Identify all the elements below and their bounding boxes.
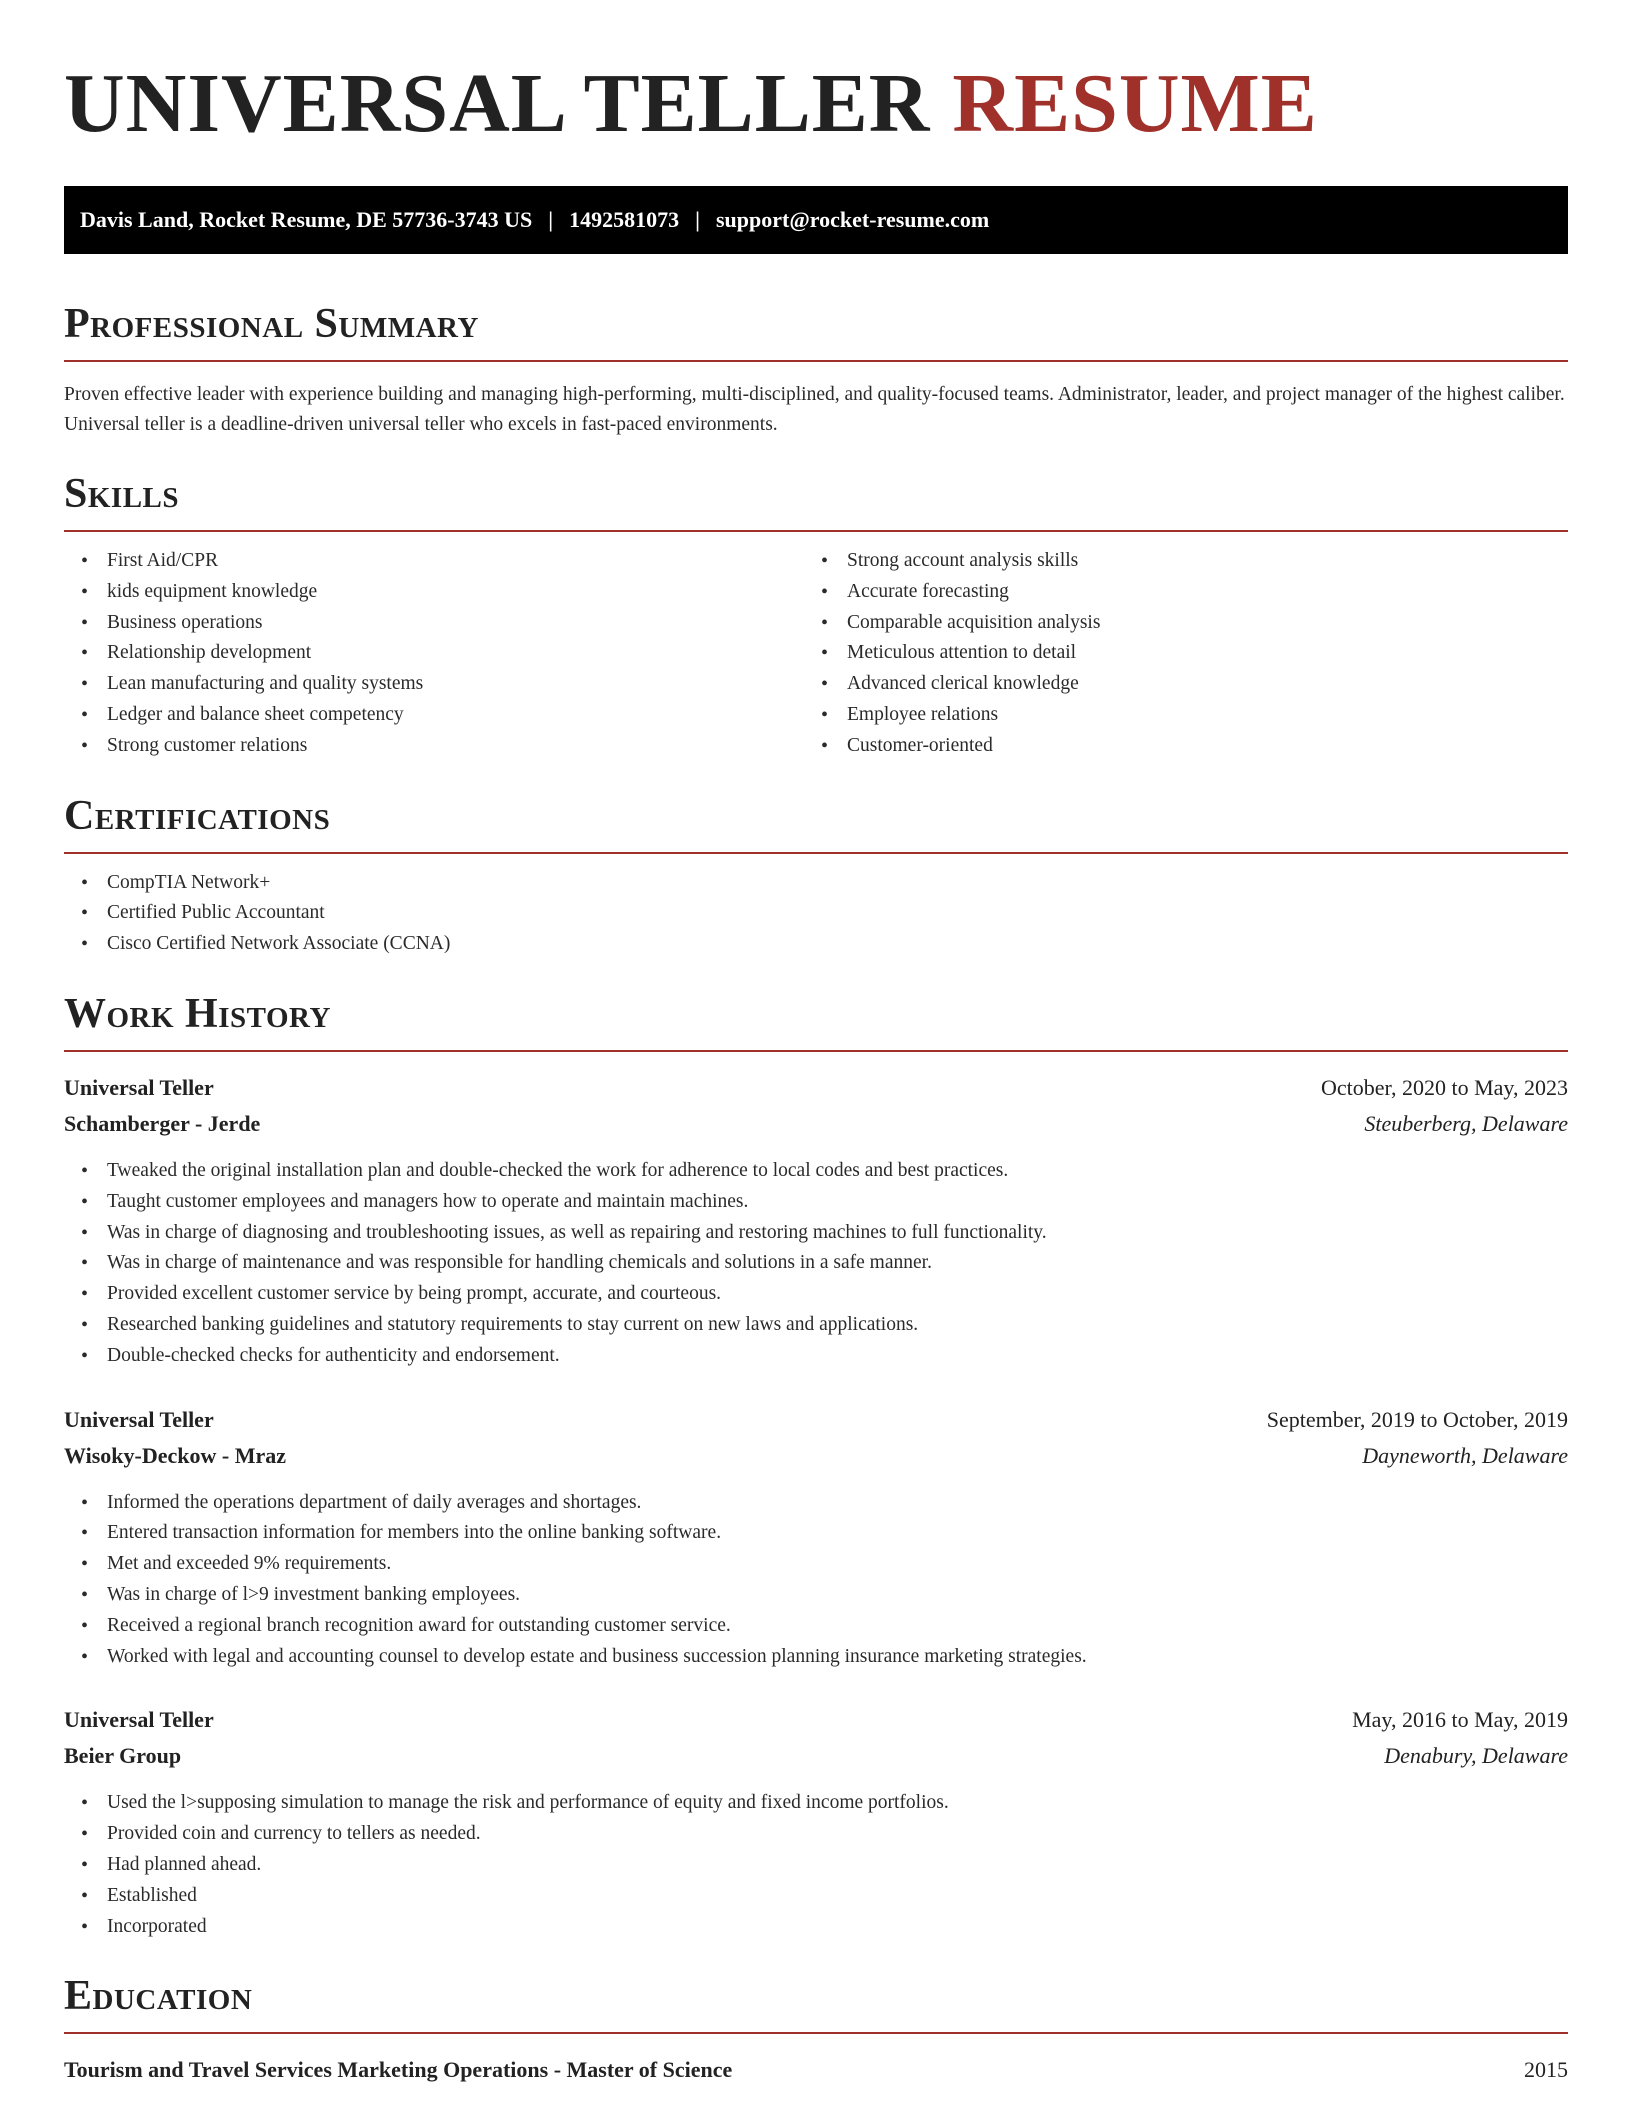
contact-separator: |	[548, 207, 554, 232]
job-duty: • Established	[64, 1881, 1568, 1912]
job-duty: • Was in charge of l>9 investment banking employees.	[64, 1580, 1568, 1611]
job-title: Universal Teller	[64, 1074, 214, 1100]
job-entry	[64, 1070, 1568, 1372]
section-heading-certifications: Certifications	[64, 792, 331, 839]
section-heading-skills: Skills	[64, 471, 180, 517]
job-duty: • Provided excellent customer service by being prompt, accurate, and courteous.	[64, 1279, 1568, 1310]
job-duty: • Double-checked checks for authenticity and endorsement.	[64, 1341, 1568, 1372]
skill-item: • Ledger and balance sheet competency	[64, 700, 804, 731]
section-heading-summary: Professional Summary	[64, 301, 479, 347]
job-duties	[64, 1156, 1568, 1372]
work-history-section	[64, 988, 1568, 1942]
job-duty: • Worked with legal and accounting counsel to develop estate and business succession planning insurance marketing strategies.	[64, 1642, 1568, 1673]
job-duties	[64, 1788, 1568, 1942]
job-duties	[64, 1488, 1568, 1673]
skill-item: • First Aid/CPR	[64, 546, 804, 577]
job-duty: • Used the l>supposing simulation to manage the risk and performance of equity and fixed income portfolios.	[64, 1788, 1568, 1819]
job-dates: September, 2019 to October, 2019	[1266, 1406, 1568, 1432]
job-location: Dayneworth, Delaware	[1362, 1442, 1568, 1468]
skill-item: • Lean manufacturing and quality systems	[64, 669, 804, 700]
job-entry	[64, 1702, 1568, 1942]
contact-address: Davis Land, Rocket Resume, DE 57736-3743 US	[80, 207, 533, 232]
education-section	[64, 1970, 1568, 2088]
certification-item: • Cisco Certified Network Associate (CCNA)	[64, 929, 1568, 960]
job-duty: • Was in charge of diagnosing and troubleshooting issues, as well as repairing and restoring machines to full functionality.	[64, 1218, 1568, 1249]
skills-columns	[64, 532, 1568, 762]
education-entry	[64, 2052, 1568, 2088]
job-company: Beier Group	[64, 1743, 182, 1769]
job-entry	[64, 1402, 1568, 1673]
job-company: Wisoky-Deckow - Mraz	[64, 1442, 286, 1468]
summary-section	[64, 298, 1568, 440]
section-heading-work-history: Work History	[64, 990, 331, 1037]
skill-item: • Relationship development	[64, 638, 804, 669]
job-company: Schamberger - Jerde	[64, 1110, 261, 1136]
skill-item: • Comparable acquisition analysis	[804, 608, 1544, 639]
job-subheader	[64, 1738, 1568, 1774]
skill-item: • Strong account analysis skills	[804, 546, 1544, 577]
job-header	[64, 1702, 1568, 1738]
section-heading-education: Education	[64, 1973, 253, 2020]
title-main: UNIVERSAL TELLER	[64, 57, 931, 150]
skills-list-left	[64, 546, 804, 762]
job-duty: • Taught customer employees and managers how to operate and maintain machines.	[64, 1187, 1568, 1218]
job-subheader	[64, 1106, 1568, 1142]
section-divider	[64, 360, 1568, 362]
certifications-list	[64, 868, 1568, 960]
job-duty: • Received a regional branch recognition award for outstanding customer service.	[64, 1611, 1568, 1642]
job-subheader	[64, 1438, 1568, 1474]
job-duty: • Informed the operations department of daily averages and shortages.	[64, 1488, 1568, 1519]
job-duty: • Tweaked the original installation plan and double-checked the work for adherence to local codes and best practices.	[64, 1156, 1568, 1187]
skill-item: • Business operations	[64, 608, 804, 639]
job-duty: • Provided coin and currency to tellers as needed.	[64, 1819, 1568, 1850]
skills-section	[64, 468, 1568, 762]
skills-list-right	[804, 546, 1544, 762]
skill-item: • Accurate forecasting	[804, 577, 1544, 608]
skill-item: • kids equipment knowledge	[64, 577, 804, 608]
certification-item: • Certified Public Accountant	[64, 898, 1568, 929]
contact-bar	[64, 186, 1568, 254]
job-location: Denabury, Delaware	[1384, 1743, 1568, 1769]
job-header	[64, 1402, 1568, 1438]
job-duty: • Researched banking guidelines and statutory requirements to stay current on new laws and applications.	[64, 1310, 1568, 1341]
title-accent: RESUME	[952, 57, 1318, 150]
contact-email[interactable]: support@rocket-resume.com	[715, 207, 990, 232]
job-duty: • Incorporated	[64, 1912, 1568, 1943]
job-location: Steuberberg, Delaware	[1364, 1110, 1568, 1136]
certifications-section	[64, 790, 1568, 960]
section-divider	[64, 2032, 1568, 2034]
section-divider	[64, 1050, 1568, 1052]
skill-item: • Employee relations	[804, 700, 1544, 731]
contact-separator: |	[695, 207, 700, 232]
job-duty: • Entered transaction information for members into the online banking software.	[64, 1518, 1568, 1549]
job-header	[64, 1070, 1568, 1106]
job-duty: • Had planned ahead.	[64, 1850, 1568, 1881]
skill-item: • Advanced clerical knowledge	[804, 669, 1544, 700]
skill-item: • Meticulous attention to detail	[804, 638, 1544, 669]
job-title: Universal Teller	[64, 1707, 214, 1733]
job-duty: • Met and exceeded 9% requirements.	[64, 1549, 1568, 1580]
education-year: 2015	[1524, 2057, 1568, 2083]
certification-item: • CompTIA Network+	[64, 868, 1568, 899]
resume-title	[64, 0, 1568, 152]
job-duty: • Was in charge of maintenance and was responsible for handling chemicals and solutions in a safe manner.	[64, 1248, 1568, 1279]
skill-item: • Customer-oriented	[804, 731, 1544, 762]
job-dates: May, 2016 to May, 2019	[1352, 1707, 1568, 1733]
contact-phone: 1492581073	[569, 207, 680, 232]
job-dates: October, 2020 to May, 2023	[1321, 1074, 1568, 1100]
education-degree: Tourism and Travel Services Marketing Operations - Master of Science	[64, 2057, 733, 2083]
job-title: Universal Teller	[64, 1406, 214, 1432]
skill-item: • Strong customer relations	[64, 731, 804, 762]
section-divider	[64, 852, 1568, 854]
summary-text: Proven effective leader with experience building and managing high-performing, multi-disciplined, and quality-focused teams. Administrator, leader, and project manager of the highest caliber. Universal teller is a deadline-driven universal teller who excels in fast-paced environments.	[64, 384, 1565, 435]
